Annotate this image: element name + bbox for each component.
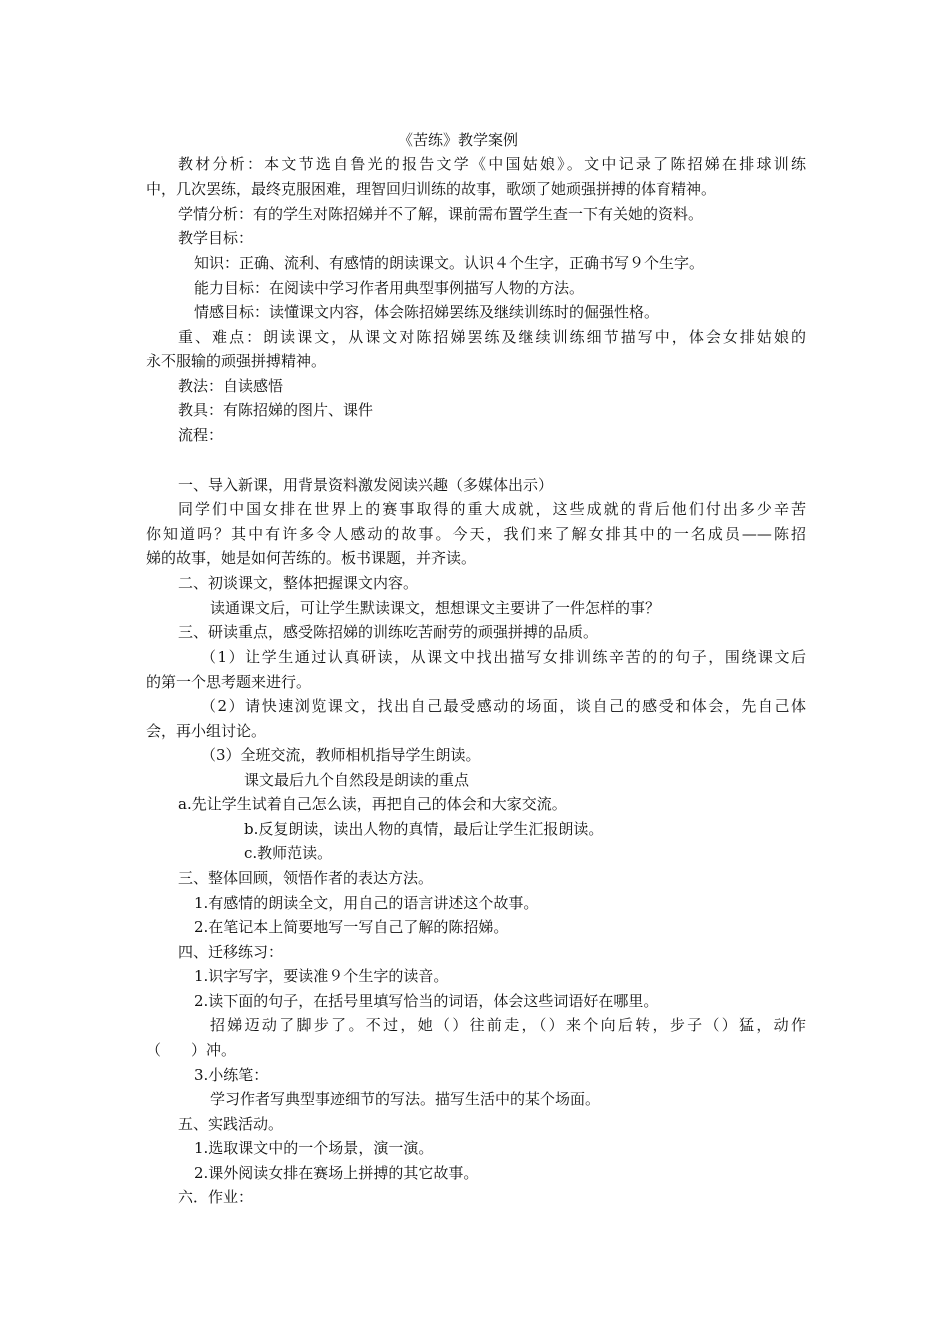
paragraph-line: 读通课文后，可让学生默读课文，想想课文主要讲了一件怎样的事？ [210,599,661,617]
section-heading: 四、迁移练习： [178,943,284,961]
list-item: 1.选取课文中的一个场景，演一演。 [194,1139,434,1157]
paragraph-line: 重、难点：朗读课文，从课文对陈招娣罢练及继续训练细节描写中，体会女排姑娘的 [178,328,806,346]
paragraph-line: 课文最后九个自然段是朗读的重点 [244,771,470,789]
paragraph-line: 招娣迈动了脚步了。不过，她（）往前走，（）来个向后转，步子（）猛，动作 [210,1016,806,1034]
paragraph-line: 教法：自读感悟 [178,377,284,395]
paragraph-line: （2）请快速浏览课文，找出自己最受感动的场面，谈自己的感受和体会，先自己体 [201,697,806,715]
paragraph-line: 会，再小组讨论。 [146,722,267,740]
list-item: 1.有感情的朗读全文，用自己的语言讲述这个故事。 [194,894,539,912]
paragraph-line: 教材分析：本文节选自鲁光的报告文学《中国姑娘》。文中记录了陈招娣在排球训练 [178,155,806,173]
section-heading: 流程： [178,426,224,444]
list-item: b.反复朗读，读出人物的真情，最后让学生汇报朗读。 [244,820,604,838]
paragraph-line: 娣的故事，她是如何苦练的。板书课题，并齐读。 [146,549,477,567]
paragraph-line: 学习作者写典型事迹细节的写法。描写生活中的某个场面。 [210,1090,601,1108]
section-heading: 三、整体回顾，领悟作者的表达方法。 [178,869,434,887]
paragraph-line: 你知道吗？其中有许多令人感动的故事。今天，我们来了解女排其中的一名成员——陈招 [146,525,806,543]
section-heading: 六．作业： [178,1188,254,1206]
list-item: 2.读下面的句子，在括号里填写恰当的词语，体会这些词语好在哪里。 [194,992,659,1010]
paragraph-line: 情感目标：读懂课文内容，体会陈招娣罢练及继续训练时的倔强性格。 [194,303,660,321]
list-item: 2.在笔记本上简要地写一写自己了解的陈招娣。 [194,918,509,936]
list-item: a.先让学生试着自己怎么读，再把自己的体会和大家交流。 [178,795,567,813]
section-heading: 三、研读重点，感受陈招娣的训练吃苦耐劳的顽强拼搏的品质。 [178,623,599,641]
section-heading: 教学目标： [178,229,254,247]
paragraph-line: 学情分析：有的学生对陈招娣并不了解，课前需布置学生查一下有关她的资料。 [178,205,704,223]
list-item: 1.识字写字，要读准９个生字的读音。 [194,967,449,985]
paragraph-line: 永不服输的顽强拼搏精神。 [146,352,327,370]
paragraph-line: 中，几次罢练，最终克服困难，理智回归训练的故事，歌颂了她顽强拼搏的体育精神。 [146,180,717,198]
paragraph-line: 同学们中国女排在世界上的赛事取得的重大成就，这些成就的背后他们付出多少辛苦 [178,500,806,518]
paragraph-line: 的第一个思考题来进行。 [146,673,312,691]
list-item: c.教师范读。 [244,844,333,862]
section-heading: 二、初谈课文，整体把握课文内容。 [178,574,419,592]
section-heading: 五、实践活动。 [178,1115,284,1133]
paragraph-line: 知识：正确、流利、有感情的朗读课文。认识４个生字，正确书写９个生字。 [194,254,705,272]
document-title: 《苦练》教学案例 [398,131,519,149]
paragraph-line: （1）让学生通过认真研读，从课文中找出描写女排训练辛苦的的句子，围绕课文后 [201,648,806,666]
list-item: 3.小练笔： [194,1066,269,1084]
paragraph-line: 教具：有陈招娣的图片、课件 [178,401,374,419]
paragraph-line: （3）全班交流，教师相机指导学生朗读。 [201,746,481,764]
list-item: 2.课外阅读女排在赛场上拼搏的其它故事。 [194,1164,479,1182]
paragraph-line: 能力目标：在阅读中学习作者用典型事例描写人物的方法。 [194,279,585,297]
section-heading: 一、导入新课，用背景资料激发阅读兴趣（多媒体出示） [178,476,554,494]
paragraph-line: （ ）冲。 [146,1041,237,1059]
